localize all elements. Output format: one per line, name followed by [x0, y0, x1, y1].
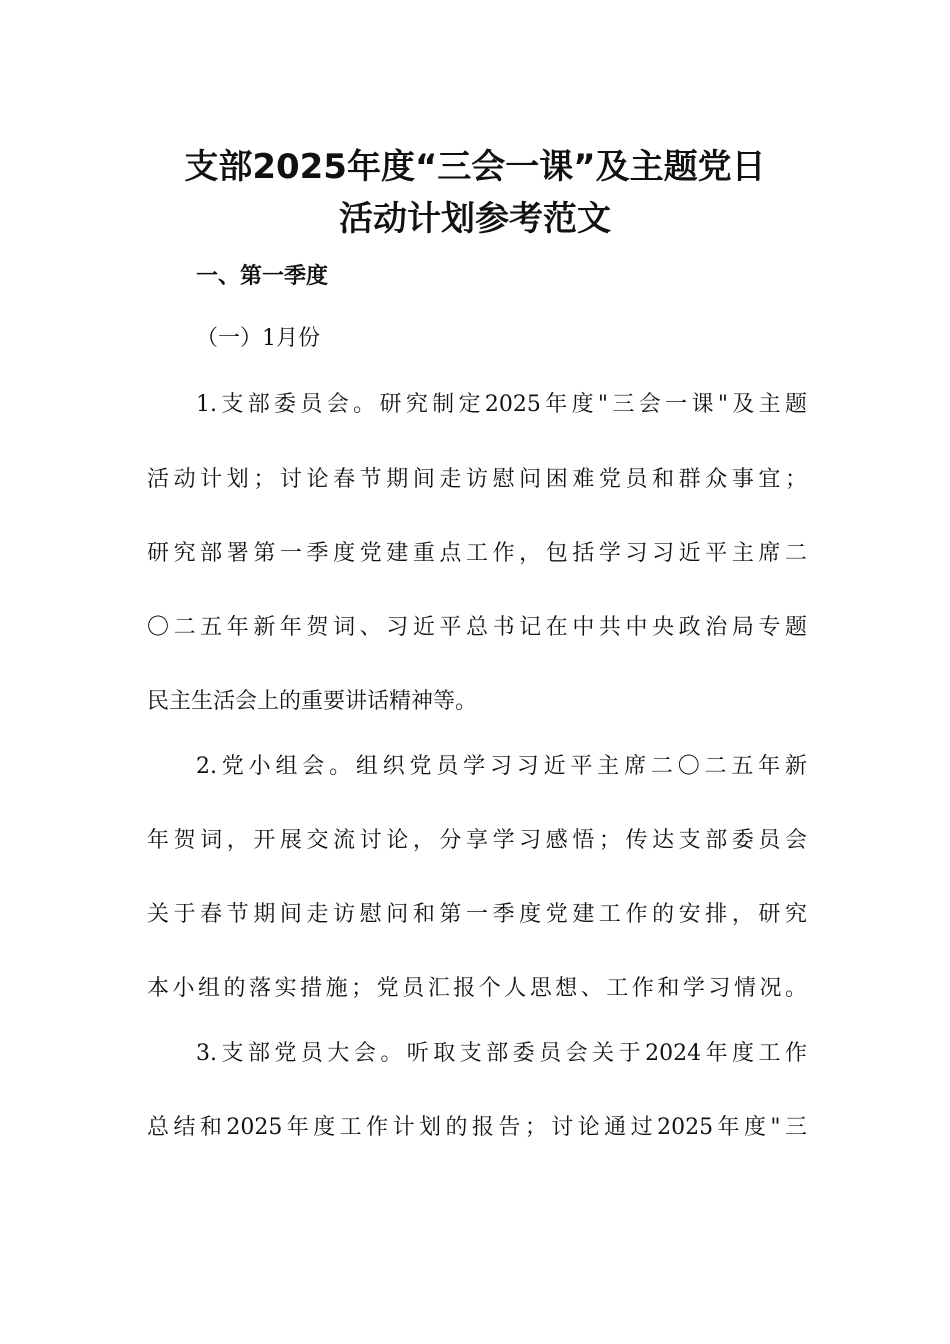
- paragraph-line: 年贺词，开展交流讨论，分享学习感悟；传达支部委员会: [147, 828, 807, 853]
- paragraph-line: 〇二五年新年贺词、习近平总书记在中共中央政治局专题: [147, 615, 807, 640]
- document-title-line-2: 活动计划参考范文: [339, 199, 611, 239]
- paragraph-line: 民主生活会上的重要讲话精神等。: [147, 689, 478, 714]
- subsection-heading: （一）1月份: [196, 326, 320, 351]
- paragraph-line: 1.支部委员会。研究制定2025年度"三会一课"及主题: [196, 392, 807, 417]
- paragraph-line: 关于春节期间走访慰问和第一季度党建工作的安排，研究: [147, 902, 807, 927]
- paragraph-line: 本小组的落实措施；党员汇报个人思想、工作和学习情况。: [147, 976, 807, 1001]
- paragraph-line: 总结和2025年度工作计划的报告；讨论通过2025年度"三: [147, 1115, 807, 1140]
- paragraph-line: 3.支部党员大会。听取支部委员会关于2024年度工作: [196, 1041, 807, 1066]
- section-heading: 一、第一季度: [196, 264, 329, 289]
- paragraph-line: 2.党小组会。组织党员学习习近平主席二〇二五年新: [196, 754, 807, 779]
- paragraph-line: 研究部署第一季度党建重点工作，包括学习习近平主席二: [147, 541, 807, 566]
- paragraph-line: 活动计划；讨论春节期间走访慰问困难党员和群众事宜；: [147, 467, 807, 492]
- document-title-line-1: 支部2025年度“三会一课”及主题党日: [184, 147, 766, 187]
